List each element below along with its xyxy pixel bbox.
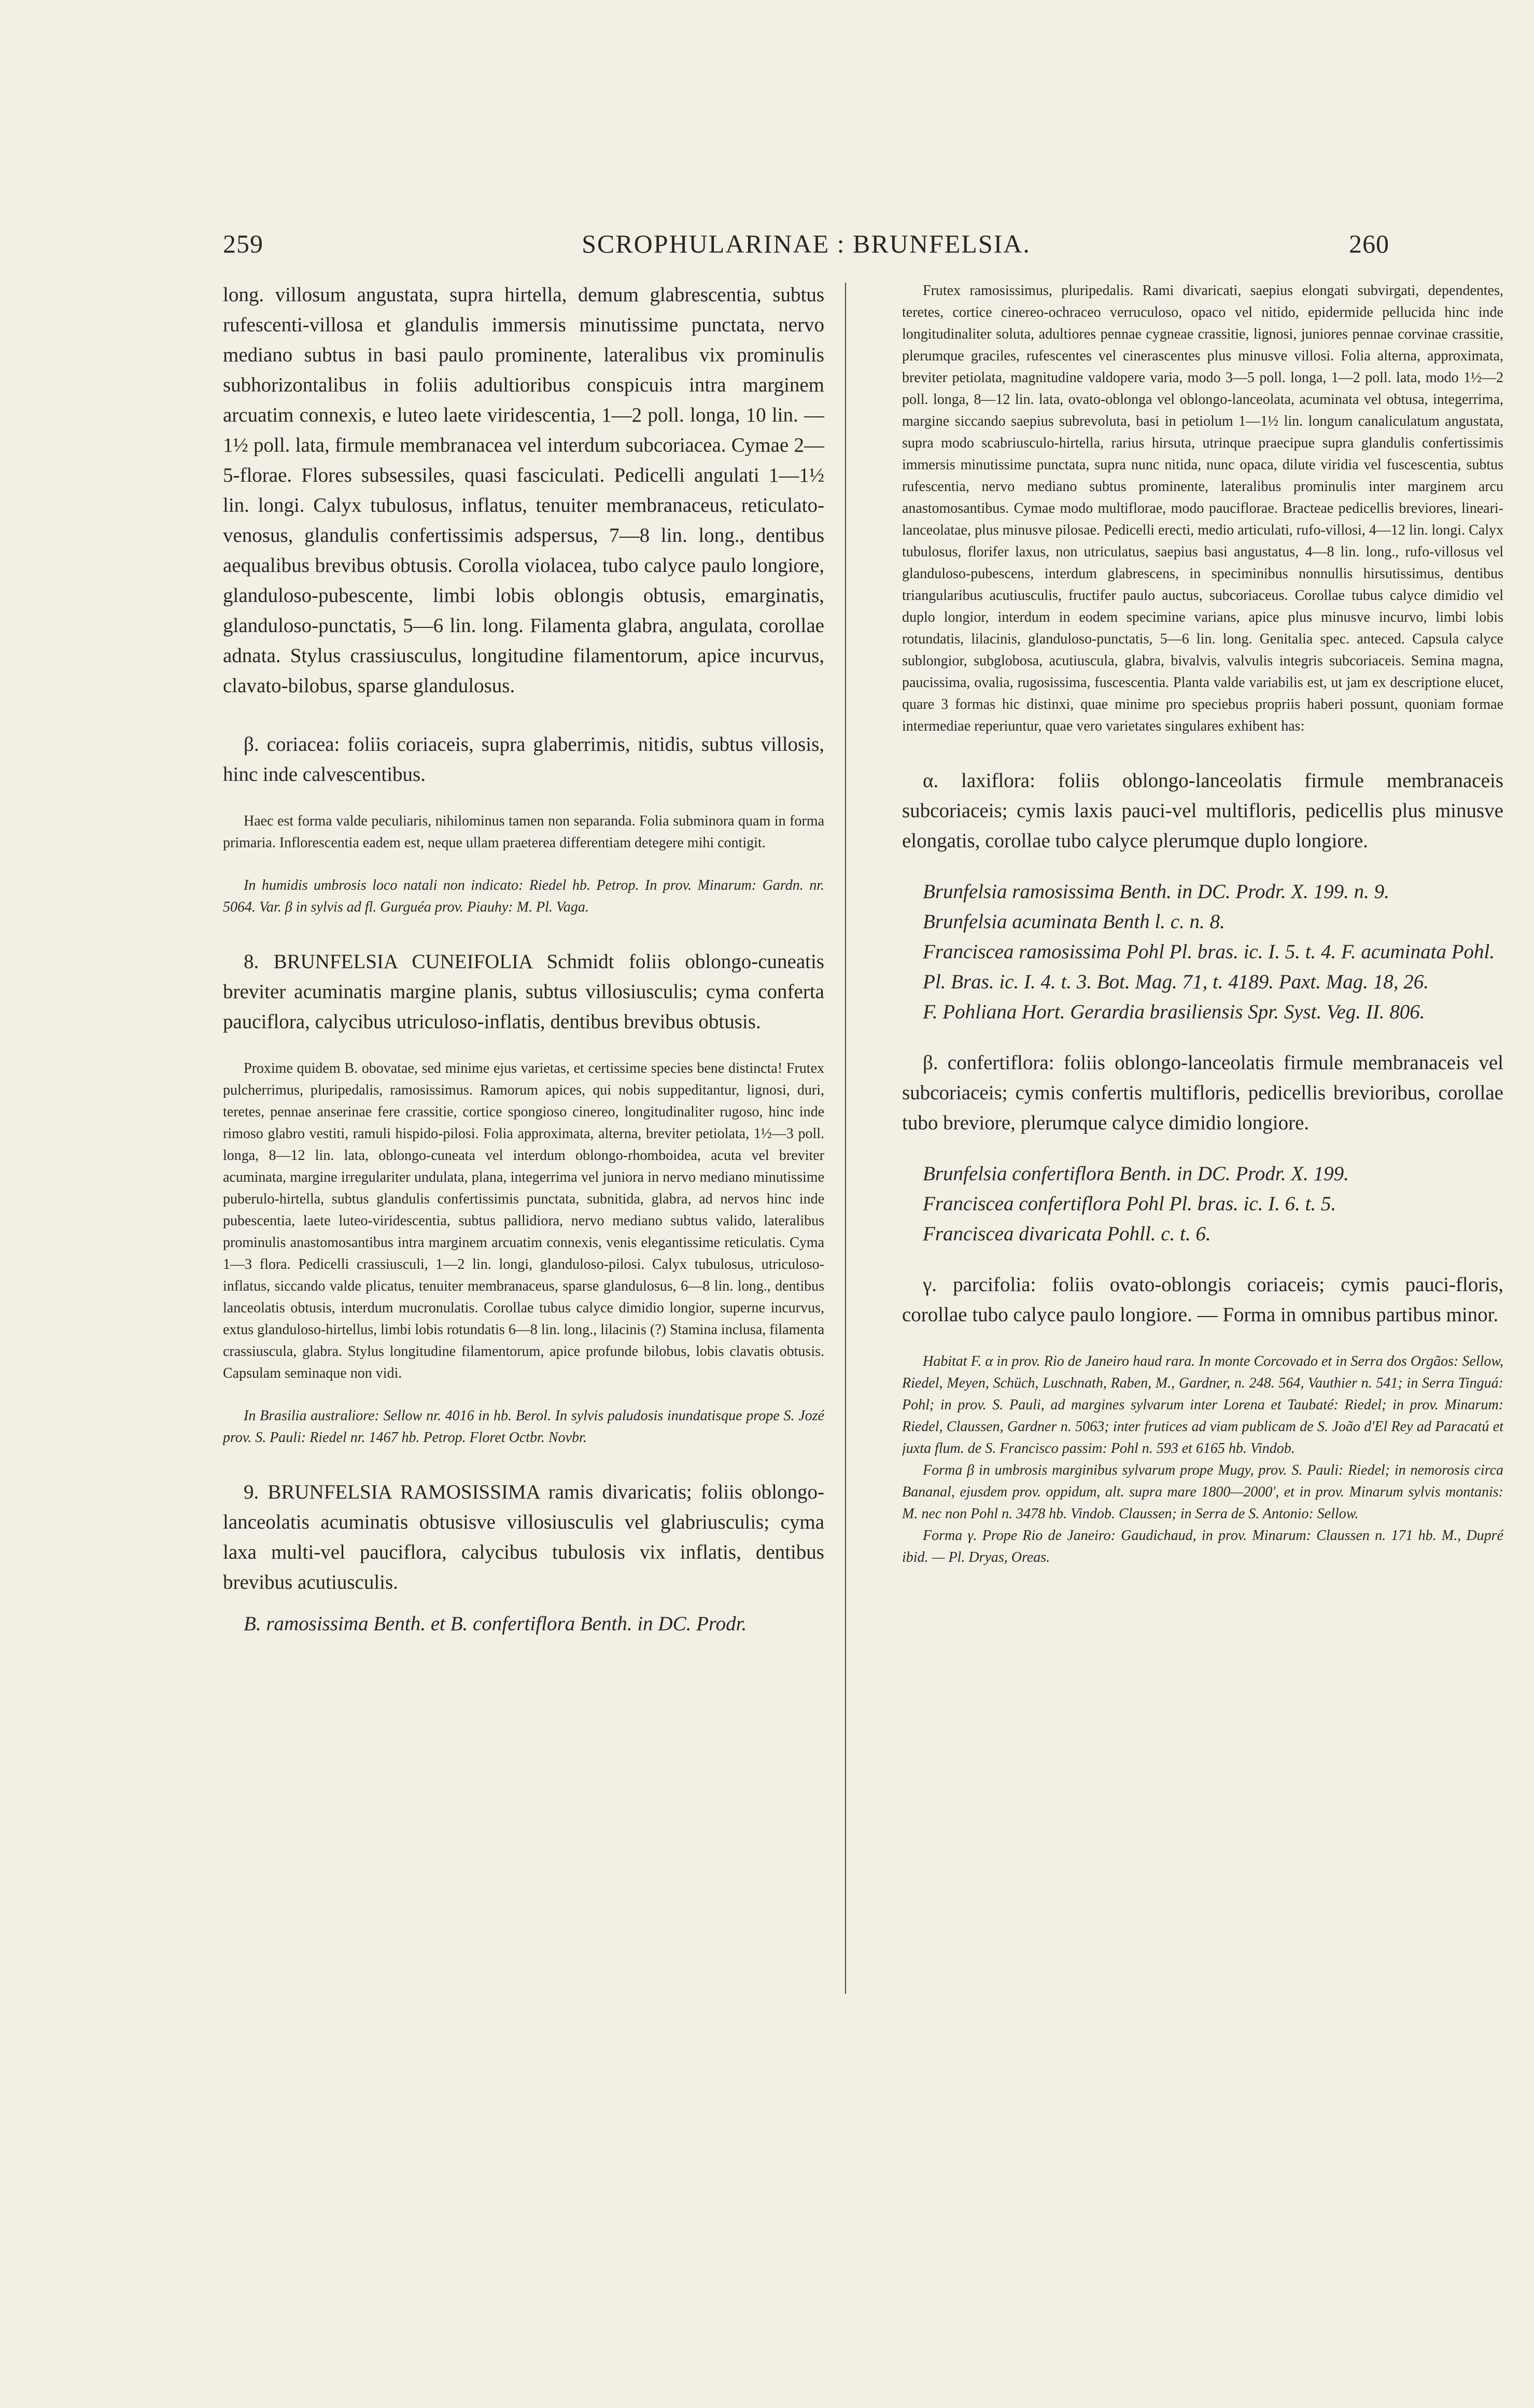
variety-note: Haec est forma valde peculiaris, nihilominus tamen non separanda. Folia subminora quam in forma primaria. Inflorescentia eadem est, neque ullam praeterea differentiam detegere mihi contigit.	[223, 813, 824, 851]
column-divider	[845, 283, 846, 1994]
page-number-right: 260	[1349, 229, 1389, 258]
synonym-line: Brunfelsia ramosissima Benth. in DC. Prodr. X. 199. n. 9.	[923, 880, 1389, 903]
synonym-line: Franciscea ramosissima Pohl Pl. bras. ic. I. 5. t. 4. F. acuminata Pohl. Pl. Bras. ic. I. 4. t. 3. Bot. Mag. 71, t. 4189. Paxt. Mag. 18, 26.	[923, 941, 1495, 993]
species-9-synonym: B. ramosissima Benth. et B. confertiflora Benth. in DC. Prodr.	[244, 1613, 747, 1635]
running-header	[223, 223, 1389, 264]
alpha-synonyms	[902, 877, 1503, 1027]
page-number-left: 259	[223, 229, 263, 258]
beta-synonyms	[902, 1159, 1503, 1249]
running-title: SCROPHULARINAE : BRUNFELSIA.	[582, 229, 1031, 258]
synonym-line: Brunfelsia confertiflora Benth. in DC. Prodr. X. 199.	[923, 1163, 1349, 1185]
habitat-species-7: In humidis umbrosis loco natali non indicato: Riedel hb. Petrop. In prov. Minarum: Gardn. nr. 5064. Var. β in sylvis ad fl. Gurguéa prov. Piauhy: M. Pl. Vaga.	[223, 877, 824, 915]
synonym-line: Brunfelsia acuminata Benth l. c. n. 8.	[923, 911, 1225, 933]
species-9-diagnosis: 9. BRUNFELSIA RAMOSISSIMA ramis divaricatis; foliis oblongo-lanceolatis acuminatis obtusisve villosiusculis vel glabriusculis; cyma laxa multi-vel pauciflora, calycibus tubulosis vix inflatis, dentibus brevibus acutiusculis.	[223, 1481, 824, 1593]
variety-gamma-parcifolia: γ. parcifolia: foliis ovato-oblongis coriaceis; cymis pauci-floris, corollae tubo calyce paulo longiore. — Forma in omnibus partibus minor.	[902, 1273, 1503, 1326]
species-8-description: Proxime quidem B. obovatae, sed minime ejus varietas, et certissime species bene distincta! Frutex pulcherrimus, pluripedalis, ramosissimus. Ramorum apices, qui nobis suppeditantur, lignosi, duri, teretes, pennae anserinae fere crassitie, cortice spongioso cinereo, longitudinaliter rugoso, hinc inde rimoso glabro vestiti, ramuli hispido-pilosi. Folia approximata, alterna, breviter petiolata, 1½—3 poll. longa, 8—12 lin. lata, oblongo-cuneata vel interdum oblongo-rhomboidea, acuta vel breviter acuminata, margine irregulariter undulata, plana, integerrima vel juniora in nervo mediano minutissime puberulo-hirtella, subtus glandulis confertissimis punctata, subnitida, glabra, ad nervos hinc inde pubescentia, laete luteo-viridescentia, subtus pallidiora, nervo mediano subtus valido, lateralibus prominulis anastomosantibus intra marginem arcuatim connexis, venis elegantissime reticulatis. Cyma 1—3 flora. Pedicelli crassiusculi, 1—2 lin. longi, glanduloso-pilosi. Calyx tubulosus, utriculoso-inflatus, siccando valde plicatus, tenuiter membranaceus, sparse glandulosus, 6—8 lin. long., dentibus lanceolatis obtusis, interdum mucronulatis. Corollae tubus calyce dimidio longior, superne incurvus, extus glanduloso-hirtellus, limbi lobis rotundatis 6—8 lin. long., lilacinis (?) Stamina inclusa, filamenta crassiuscula, glabra. Stylus longitudine filamentorum, apice profunde bilobus, lobis clavatis obtusis. Capsulam seminaque non vidi.	[223, 1060, 824, 1381]
habitat-form-beta: Forma β in umbrosis marginibus sylvarum prope Mugy, prov. S. Pauli: Riedel; in nemorosis circa Bananal, ejusdem prov. oppidum, alt. supra mare 1800—2000', et in prov. Minarum sylvis montanis: M. nec non Pohl n. 3478 hb. Vindob. Claussen; in Serra de S. Antonio: Sellow.	[902, 1462, 1503, 1522]
left-column	[223, 280, 824, 2053]
synonym-line: Franciscea divaricata Pohll. c. t. 6.	[923, 1223, 1211, 1245]
habitat-form-gamma: Forma γ. Prope Rio de Janeiro: Gaudichaud, in prov. Minarum: Claussen n. 171 hb. M., Dupré ibid. — Pl. Dryas, Oreas.	[902, 1528, 1503, 1565]
synonym-line: F. Pohliana Hort. Gerardia brasiliensis Spr. Syst. Veg. II. 806.	[923, 1001, 1425, 1023]
description-continued: long. villosum angustata, supra hirtella, demum glabrescentia, subtus rufescenti-villosa et glandulis immersis minutissime punctata, nervo mediano subtus in basi paulo prominente, lateralibus vix prominulis subhorizontalibus in foliis adultioribus conspicuis intra marginem arcuatim connexis, e luteo laete viridescentia, 1—2 poll. longa, 10 lin. — 1½ poll. lata, firmule membranacea vel interdum subcoriacea. Cymae 2—5-florae. Flores subsessiles, quasi fasciculati. Pedicelli angulati 1—1½ lin. longi. Calyx tubulosus, inflatus, tenuiter membranaceus, reticulato-venosus, glandulis confertissimis adspersus, 7—8 lin. long., dentibus aequalibus brevibus obtusis. Corolla violacea, tubo calyce paulo longiore, glanduloso-pubescente, limbi lobis oblongis obtusis, emarginatis, glanduloso-punctatis, 5—6 lin. long. Filamenta glabra, angulata, corollae adnata. Stylus crassiusculus, longitudine filamentorum, apice incurvus, clavato-bilobus, sparse glandulosus.	[223, 284, 824, 697]
variety-beta-coriacea: β. coriacea: foliis coriaceis, supra glaberrimis, nitidis, subtus villosis, hinc inde calvescentibus.	[223, 733, 824, 786]
variety-beta-confertiflora: β. confertiflora: foliis oblongo-lanceolatis firmule membranaceis vel subcoriaceis; cymis confertis multifloris, pedicellis brevioribus, corollae tubo breviore, plerumque calyce dimidio longiore.	[902, 1052, 1503, 1134]
species-9-description: Frutex ramosissimus, pluripedalis. Rami divaricati, saepius elongati subvirgati, dependentes, teretes, cortice cinereo-ochraceo verruculoso, opaco vel nitido, epidermide pellucida hinc inde longitudinaliter soluta, adultiores pennae cygneae crassitie, lignosi, juniores pennae corvinae crassitie, plerumque graciles, rufescentes vel cinerascentes plus minusve villosi. Folia alterna, approximata, breviter petiolata, magnitudine valdopere varia, modo 3—5 poll. longa, 1—2 poll. lata, modo 1½—2 poll. longa, 8—12 lin. lata, ovato-oblonga vel oblongo-lanceolata, acuminata vel obtusa, integerrima, margine siccando saepius subrevoluta, basi in petiolum 1—1½ lin. longum canaliculatum angustata, supra modo scabriusculo-hirtella, rarius hirsuta, utrinque praecipue supra glandulis confertissimis immersis minutissime punctata, supra nunc nitida, nunc opaca, dilute viridia vel fuscescentia, subtus rufescentia, nervo mediano subtus prominente, lateralibus prominulis inter marginem arcu anastomosantibus. Cymae modo multiflorae, modo pauciflorae. Bracteae pedicellis breviores, lineari-lanceolatae, plus minusve pilosae. Pedicelli erecti, medio articulati, rufo-villosi, 4—12 lin. longi. Calyx tubulosus, florifer laxus, non utriculatus, saepius basi angustatus, 4—8 lin. long., rufo-villosus vel glanduloso-pubescens, interdum glabrescens, in speciminibus nonnullis hirsutissimus, dentibus triangularibus acutiusculis, fructifer paulo auctus, subcoriaceus. Corollae tubus calyce dimidio vel duplo longior, interdum in eodem specimine varians, apice plus minusve incurvo, limbi lobis rotundatis, lilacinis, glanduloso-punctatis, 5—6 lin. long. Genitalia spec. anteced. Capsula calyce sublongior, subglobosa, acutiuscula, glabra, bivalvis, valvulis integris subcoriaceis. Semina magna, paucissima, ovalia, rugosissima, fuscescentia. Planta valde variabilis est, ut jam ex descriptione elucet, quare 3 formas hic distinxi, quae minime pro speciebus propriis haberi possunt, quoniam formae intermediae reperiuntur, quae vero varietates singulares exhibent has:	[902, 283, 1503, 734]
right-column	[902, 280, 1503, 2053]
habitat-form-alpha: Habitat F. α in prov. Rio de Janeiro haud rara. In monte Corcovado et in Serra dos Orgãos: Sellow, Riedel, Meyen, Schüch, Luschnath, Raben, M., Gardner, n. 248. 564, Vauthier n. 541; in Serra Tinguá: Pohl; in prov. S. Pauli, ad margines sylvarum inter Lorena et Taubaté: Riedel; in prov. Minarum: Riedel, Claussen, Gardner n. 5063; inter frutices ad viam publicam de S. João d'El Rey ad Paracatú et juxta flum. de S. Francisco passim: Pohl n. 593 et 6165 hb. Vindob.	[902, 1353, 1503, 1457]
synonym-line: Franciscea confertiflora Pohl Pl. bras. ic. I. 6. t. 5.	[923, 1193, 1336, 1215]
species-8-diagnosis: 8. BRUNFELSIA CUNEIFOLIA Schmidt foliis oblongo-cuneatis breviter acuminatis margine planis, subtus villosiusculis; cyma conferta pauciflora, calycibus utriculoso-inflatis, dentibus brevibus obtusis.	[223, 950, 824, 1033]
variety-alpha-laxiflora: α. laxiflora: foliis oblongo-lanceolatis firmule membranaceis subcoriaceis; cymis laxis pauci-vel multifloris, pedicellis plus minusve elongatis, corollae tubo calyce plerumque duplo longiore.	[902, 769, 1503, 852]
habitat-species-8: In Brasilia australiore: Sellow nr. 4016 in hb. Berol. In sylvis paludosis inundatisque prope S. Jozé prov. S. Pauli: Riedel nr. 1467 hb. Petrop. Floret Octbr. Novbr.	[223, 1408, 824, 1446]
